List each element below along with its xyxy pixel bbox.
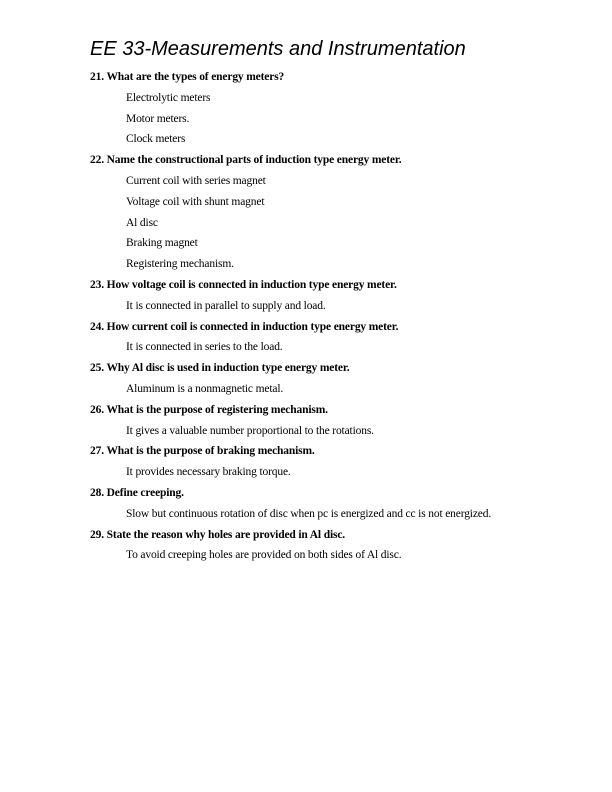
answer-line: It is connected in series to the load. — [126, 341, 283, 354]
answer-line: Aluminum is a nonmagnetic metal. — [126, 382, 284, 395]
answer-line: Motor meters. — [126, 112, 190, 125]
document-title: EE 33-Measurements and Instrumentation — [90, 38, 466, 60]
answer-line: To avoid creeping holes are provided on both sides of Al disc. — [126, 549, 402, 562]
question-22: 22. Name the constructional parts of induction type energy meter. — [90, 154, 402, 167]
answer-line: Braking magnet — [126, 237, 198, 250]
answer-line: Registering mechanism. — [126, 258, 234, 271]
question-25: 25. Why Al disc is used in induction type energy meter. — [90, 362, 350, 375]
question-26: 26. What is the purpose of registering mechanism. — [90, 403, 328, 416]
answer-line: Al disc — [126, 216, 158, 229]
question-28: 28. Define creeping. — [90, 486, 184, 499]
answer-line: Voltage coil with shunt magnet — [126, 195, 265, 208]
answer-line: Electrolytic meters — [126, 91, 211, 104]
answer-line: It gives a valuable number proportional to the rotations. — [126, 424, 374, 437]
question-answer-list — [90, 70, 590, 569]
question-21: 21. What are the types of energy meters? — [90, 71, 285, 83]
question-24: 24. How current coil is connected in induction type energy meter. — [90, 320, 399, 333]
answer-line: Current coil with series magnet — [126, 174, 266, 187]
answer-line: It provides necessary braking torque. — [126, 466, 291, 479]
question-29: 29. State the reason why holes are provided in Al disc. — [90, 528, 345, 541]
answer-line: It is connected in parallel to supply and load. — [126, 299, 326, 312]
answer-line: Clock meters — [126, 133, 186, 146]
question-23: 23. How voltage coil is connected in induction type energy meter. — [90, 278, 397, 291]
question-27: 27. What is the purpose of braking mechanism. — [90, 445, 315, 458]
answer-line: Slow but continuous rotation of disc when pc is energized and cc is not energized. — [126, 507, 492, 520]
